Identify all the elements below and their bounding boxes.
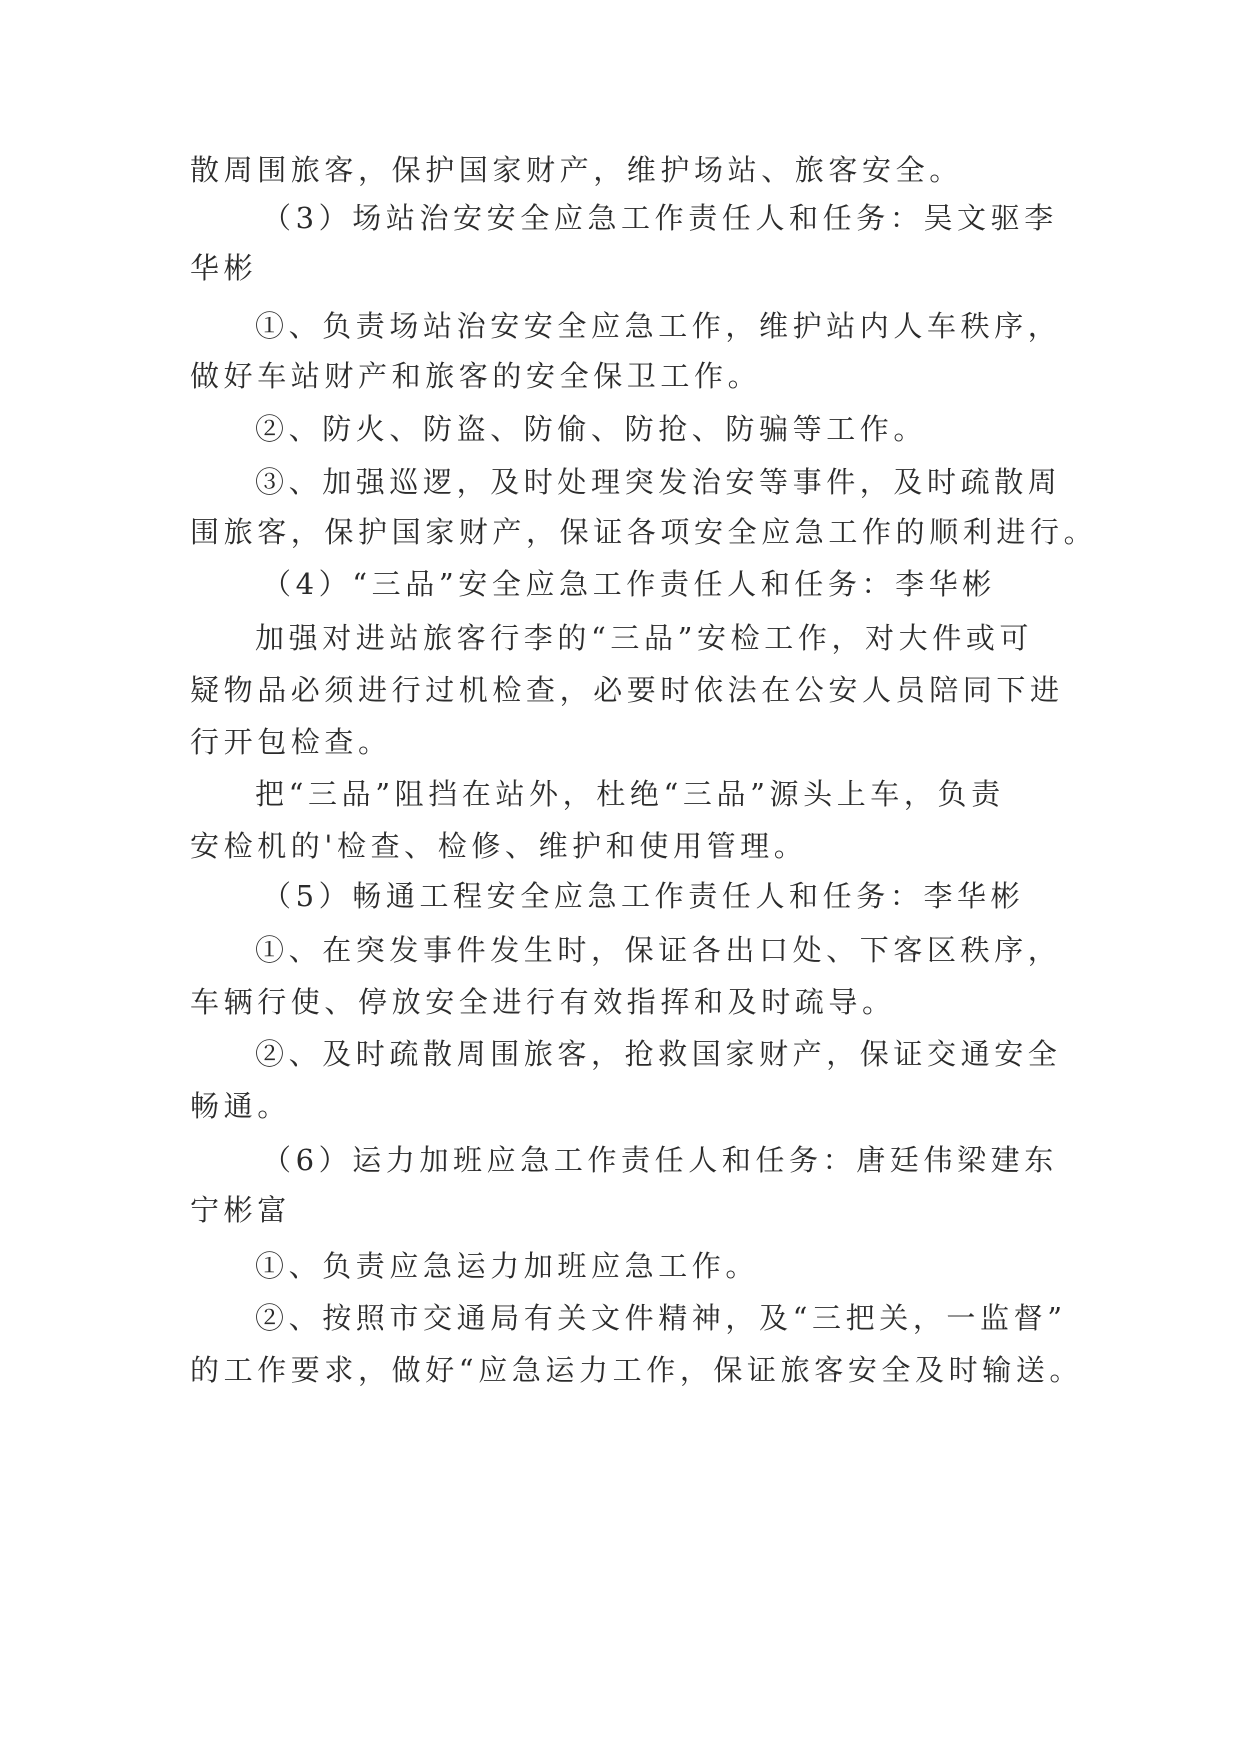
text-line: 疑物品必须进行过机检查，必要时依法在公安人员陪同下进 [190,673,1064,707]
text-line: 车辆行使、停放安全进行有效指挥和及时疏导。 [190,985,896,1019]
paragraph-line: 加强对进站旅客行李的“三品”安检工作，对大件或可 [255,621,1034,655]
text-line: 散周围旅客，保护国家财产，维护场站、旅客安全。 [190,153,963,187]
text-line: 围旅客，保护国家财产，保证各项安全应急工作的顺利进行。 [190,515,1098,549]
text-line: 做好车站财产和旅客的安全保卫工作。 [190,359,762,393]
text-line: 的工作要求，做好“应急运力工作，保证旅客安全及时输送。 [190,1353,1084,1387]
paragraph-line: 把“三品”阻挡在站外，杜绝“三品”源头上车，负责 [255,777,1005,811]
text-line: 安检机的'检查、检修、维护和使用管理。 [190,829,808,863]
text-line: 宁彬富 [190,1193,291,1227]
list-item: ①、在突发事件发生时，保证各出口处、下客区秩序， [255,933,1062,967]
list-item: ③、加强巡逻，及时处理突发治安等事件，及时疏散周 [255,465,1062,499]
list-item: ②、按照市交通局有关文件精神，及“三把关，一监督” [255,1301,1067,1335]
list-item: ①、负责应急运力加班应急工作。 [255,1249,760,1283]
text-line: 行开包检查。 [190,725,392,759]
text-line: 华彬 [190,251,258,285]
list-item: ①、负责场站治安安全应急工作，维护站内人车秩序， [255,309,1062,343]
section-heading: （6）运力加班应急工作责任人和任务：唐廷伟梁建东 [262,1143,1058,1177]
text-line: 畅通。 [190,1089,291,1123]
section-heading: （4）“三品”安全应急工作责任人和任务：李华彬 [262,567,996,601]
list-item: ②、及时疏散周围旅客，抢救国家财产，保证交通安全 [255,1037,1062,1071]
list-item: ②、防火、防盗、防偷、防抢、防骗等工作。 [255,412,928,446]
section-heading: （5）畅通工程安全应急工作责任人和任务：李华彬 [262,879,1025,913]
section-heading: （3）场站治安安全应急工作责任人和任务：吴文驱李 [262,201,1058,235]
